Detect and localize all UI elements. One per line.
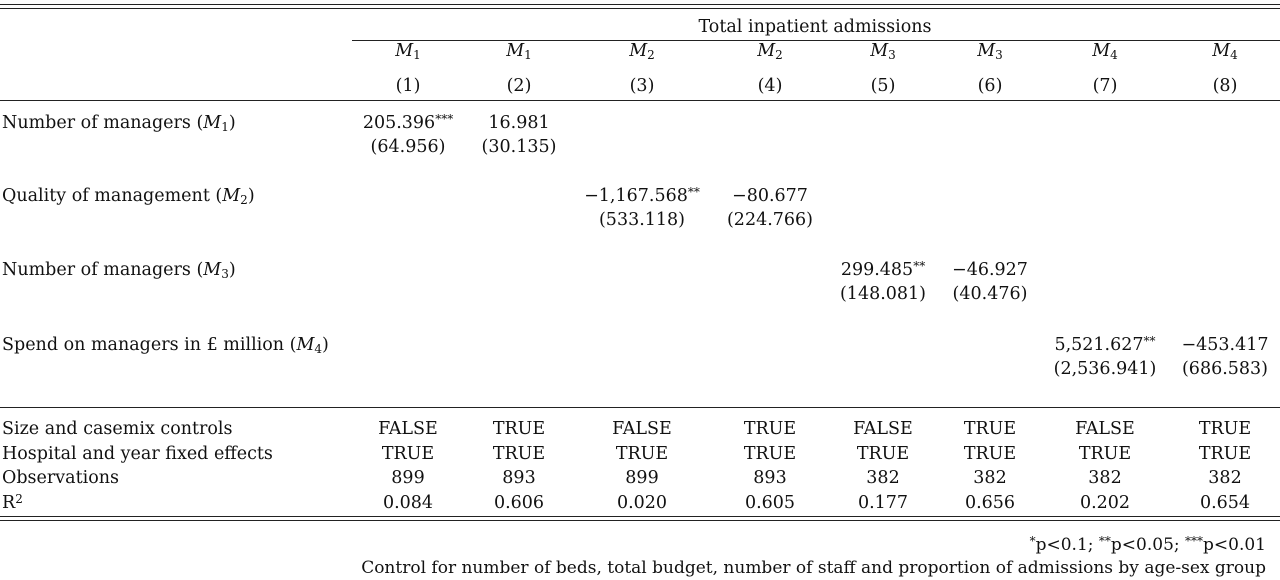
note-stars: ***	[1185, 534, 1204, 548]
standard-error-cell: (2,536.941)	[1053, 359, 1157, 379]
stat-cell: TRUE	[1198, 444, 1252, 464]
top-rule-1	[0, 4, 1280, 5]
stat-cell: FALSE	[378, 419, 438, 439]
stat-cell: 893	[753, 468, 787, 488]
row-label-text: Spend on managers in £ million (	[2, 335, 297, 355]
row-label-text: Number of managers (	[2, 113, 204, 133]
row-label	[2, 334, 329, 360]
stat-cell: 0.177	[857, 493, 909, 513]
stats-top-rule	[0, 407, 1280, 408]
coefficient-cell	[584, 185, 700, 207]
standard-error-cell: (533.118)	[598, 210, 686, 230]
standard-error-cell: (40.476)	[952, 284, 1028, 304]
row-label-subscript: 4	[314, 342, 323, 356]
top-rule-2	[0, 8, 1280, 9]
stat-label-text: Size and casemix controls	[2, 419, 233, 439]
stat-label	[2, 467, 119, 489]
stat-label-text: Hospital and year fixed effects	[2, 444, 273, 464]
significance-stars: **	[913, 259, 926, 273]
coefficient-cell	[363, 112, 453, 134]
row-label-subscript: 3	[221, 267, 229, 281]
standard-error-cell: (686.583)	[1181, 359, 1269, 379]
stat-cell: 0.084	[382, 493, 434, 513]
header-bottom-rule	[0, 100, 1280, 101]
row-label-var: $M_3$	[203, 260, 229, 281]
coefficient-cell	[1181, 334, 1268, 356]
row-label-var: $M_4$	[296, 335, 323, 356]
column-model-var: $M_4$	[1092, 41, 1118, 62]
stat-cell: TRUE	[1078, 444, 1132, 464]
stat-label-text: Observations	[2, 468, 119, 488]
column-model-subscript: 1	[524, 48, 532, 62]
column-model-subscript: 4	[1110, 48, 1118, 62]
group-header: Total inpatient admissions	[698, 17, 932, 37]
column-model-var: $M_2$	[629, 41, 655, 62]
column-model-subscript: 1	[413, 48, 421, 62]
stat-cell: TRUE	[381, 444, 435, 464]
column-model-header	[757, 40, 783, 66]
row-label-end: )	[228, 113, 236, 133]
stat-cell: TRUE	[856, 444, 910, 464]
standard-error-cell: (224.766)	[726, 210, 814, 230]
column-model-header	[1212, 40, 1238, 66]
coefficient-value: −46.927	[952, 260, 1028, 280]
row-label	[2, 112, 236, 138]
standard-error-cell: (30.135)	[481, 137, 557, 157]
column-model-header	[395, 40, 421, 66]
standard-error-cell: (64.956)	[370, 137, 446, 157]
column-model-var: $M_4$	[1212, 41, 1238, 62]
stat-label	[2, 443, 273, 465]
coefficient-value: −80.677	[732, 186, 808, 206]
significance-note	[1030, 534, 1266, 556]
bottom-rule-1	[0, 516, 1280, 517]
row-label-subscript: 1	[221, 120, 229, 134]
bottom-rule-2	[0, 520, 1280, 521]
stat-label	[2, 492, 23, 514]
stat-cell: TRUE	[963, 419, 1017, 439]
row-label	[2, 259, 236, 285]
row-label-var: $M_1$	[203, 113, 229, 134]
column-model-var: $M_2$	[757, 41, 783, 62]
stat-cell: TRUE	[963, 444, 1017, 464]
row-label-end: )	[322, 335, 329, 355]
group-header-underline	[352, 40, 1280, 41]
row-label-end: )	[228, 260, 236, 280]
column-model-subscript: 4	[1230, 48, 1238, 62]
column-model-subscript: 3	[888, 48, 896, 62]
note-threshold: p<0.1;	[1035, 535, 1099, 555]
row-label-subscript: 2	[240, 193, 248, 207]
coefficient-cell	[488, 112, 549, 134]
stat-cell: 382	[1208, 468, 1242, 488]
stat-cell: TRUE	[492, 444, 546, 464]
stat-cell: 0.202	[1079, 493, 1131, 513]
column-number: (4)	[757, 76, 783, 96]
stat-cell: 382	[866, 468, 900, 488]
stat-cell: 382	[973, 468, 1007, 488]
column-model-subscript: 2	[647, 48, 655, 62]
column-model-subscript: 3	[995, 48, 1003, 62]
stat-cell: TRUE	[1198, 419, 1252, 439]
row-label	[2, 185, 255, 211]
stat-cell: TRUE	[743, 419, 797, 439]
column-model-header	[977, 40, 1003, 66]
row-label-end: )	[247, 186, 255, 206]
stat-cell: FALSE	[1075, 419, 1135, 439]
note-stars: *	[1029, 534, 1036, 548]
stat-cell: 0.605	[744, 493, 796, 513]
column-model-var: $M_3$	[870, 41, 896, 62]
coefficient-value: −1,167.568	[584, 186, 688, 206]
stat-label-superscript: 2	[15, 492, 23, 506]
column-model-var: $M_1$	[395, 41, 421, 62]
stat-cell: 0.654	[1199, 493, 1251, 513]
column-model-header	[506, 40, 532, 66]
column-model-var: $M_1$	[506, 41, 532, 62]
column-number: (2)	[506, 76, 532, 96]
stat-cell: 893	[502, 468, 536, 488]
column-model-header	[870, 40, 896, 66]
stat-label-text: R	[2, 493, 16, 513]
stat-cell: FALSE	[853, 419, 913, 439]
stat-cell: 0.020	[616, 493, 668, 513]
note-threshold: p<0.05;	[1110, 535, 1186, 555]
coefficient-value: 5,521.627	[1054, 335, 1144, 355]
stat-cell: 382	[1088, 468, 1122, 488]
coefficient-value: 205.396	[362, 113, 436, 133]
significance-stars: ***	[435, 112, 454, 126]
stat-cell: TRUE	[492, 419, 546, 439]
column-number: (5)	[870, 76, 896, 96]
stat-cell: TRUE	[743, 444, 797, 464]
stat-cell: FALSE	[612, 419, 672, 439]
note-stars: **	[1098, 534, 1111, 548]
stat-cell: TRUE	[615, 444, 669, 464]
controls-note: Control for number of beds, total budget, number of staff and proportion of admissions by age-sex group	[361, 558, 1266, 578]
coefficient-value: −453.417	[1181, 335, 1269, 355]
column-model-var: $M_3$	[977, 41, 1003, 62]
stat-cell: 899	[625, 468, 659, 488]
coefficient-cell	[732, 185, 808, 207]
standard-error-cell: (148.081)	[839, 284, 927, 304]
column-model-header	[1092, 40, 1118, 66]
column-model-header	[629, 40, 655, 66]
coefficient-cell	[952, 259, 1028, 281]
column-number: (3)	[629, 76, 655, 96]
coefficient-cell	[841, 259, 925, 281]
coefficient-value: 299.485	[840, 260, 914, 280]
column-number: (8)	[1212, 76, 1238, 96]
stat-cell: 899	[391, 468, 425, 488]
column-number: (1)	[395, 76, 421, 96]
stat-label	[2, 418, 233, 440]
column-number: (7)	[1092, 76, 1118, 96]
column-number: (6)	[977, 76, 1003, 96]
coefficient-value: 16.981	[488, 113, 550, 133]
stat-cell: 0.606	[493, 493, 545, 513]
note-threshold: p<0.01	[1203, 535, 1266, 555]
stat-cell: 0.656	[964, 493, 1016, 513]
row-label-text: Number of managers (	[2, 260, 204, 280]
coefficient-cell	[1054, 334, 1155, 356]
significance-stars: **	[1143, 334, 1156, 348]
significance-stars: **	[687, 185, 700, 199]
row-label-text: Quality of management (	[2, 186, 223, 206]
row-label-var: $M_2$	[222, 186, 248, 207]
column-model-subscript: 2	[775, 48, 783, 62]
